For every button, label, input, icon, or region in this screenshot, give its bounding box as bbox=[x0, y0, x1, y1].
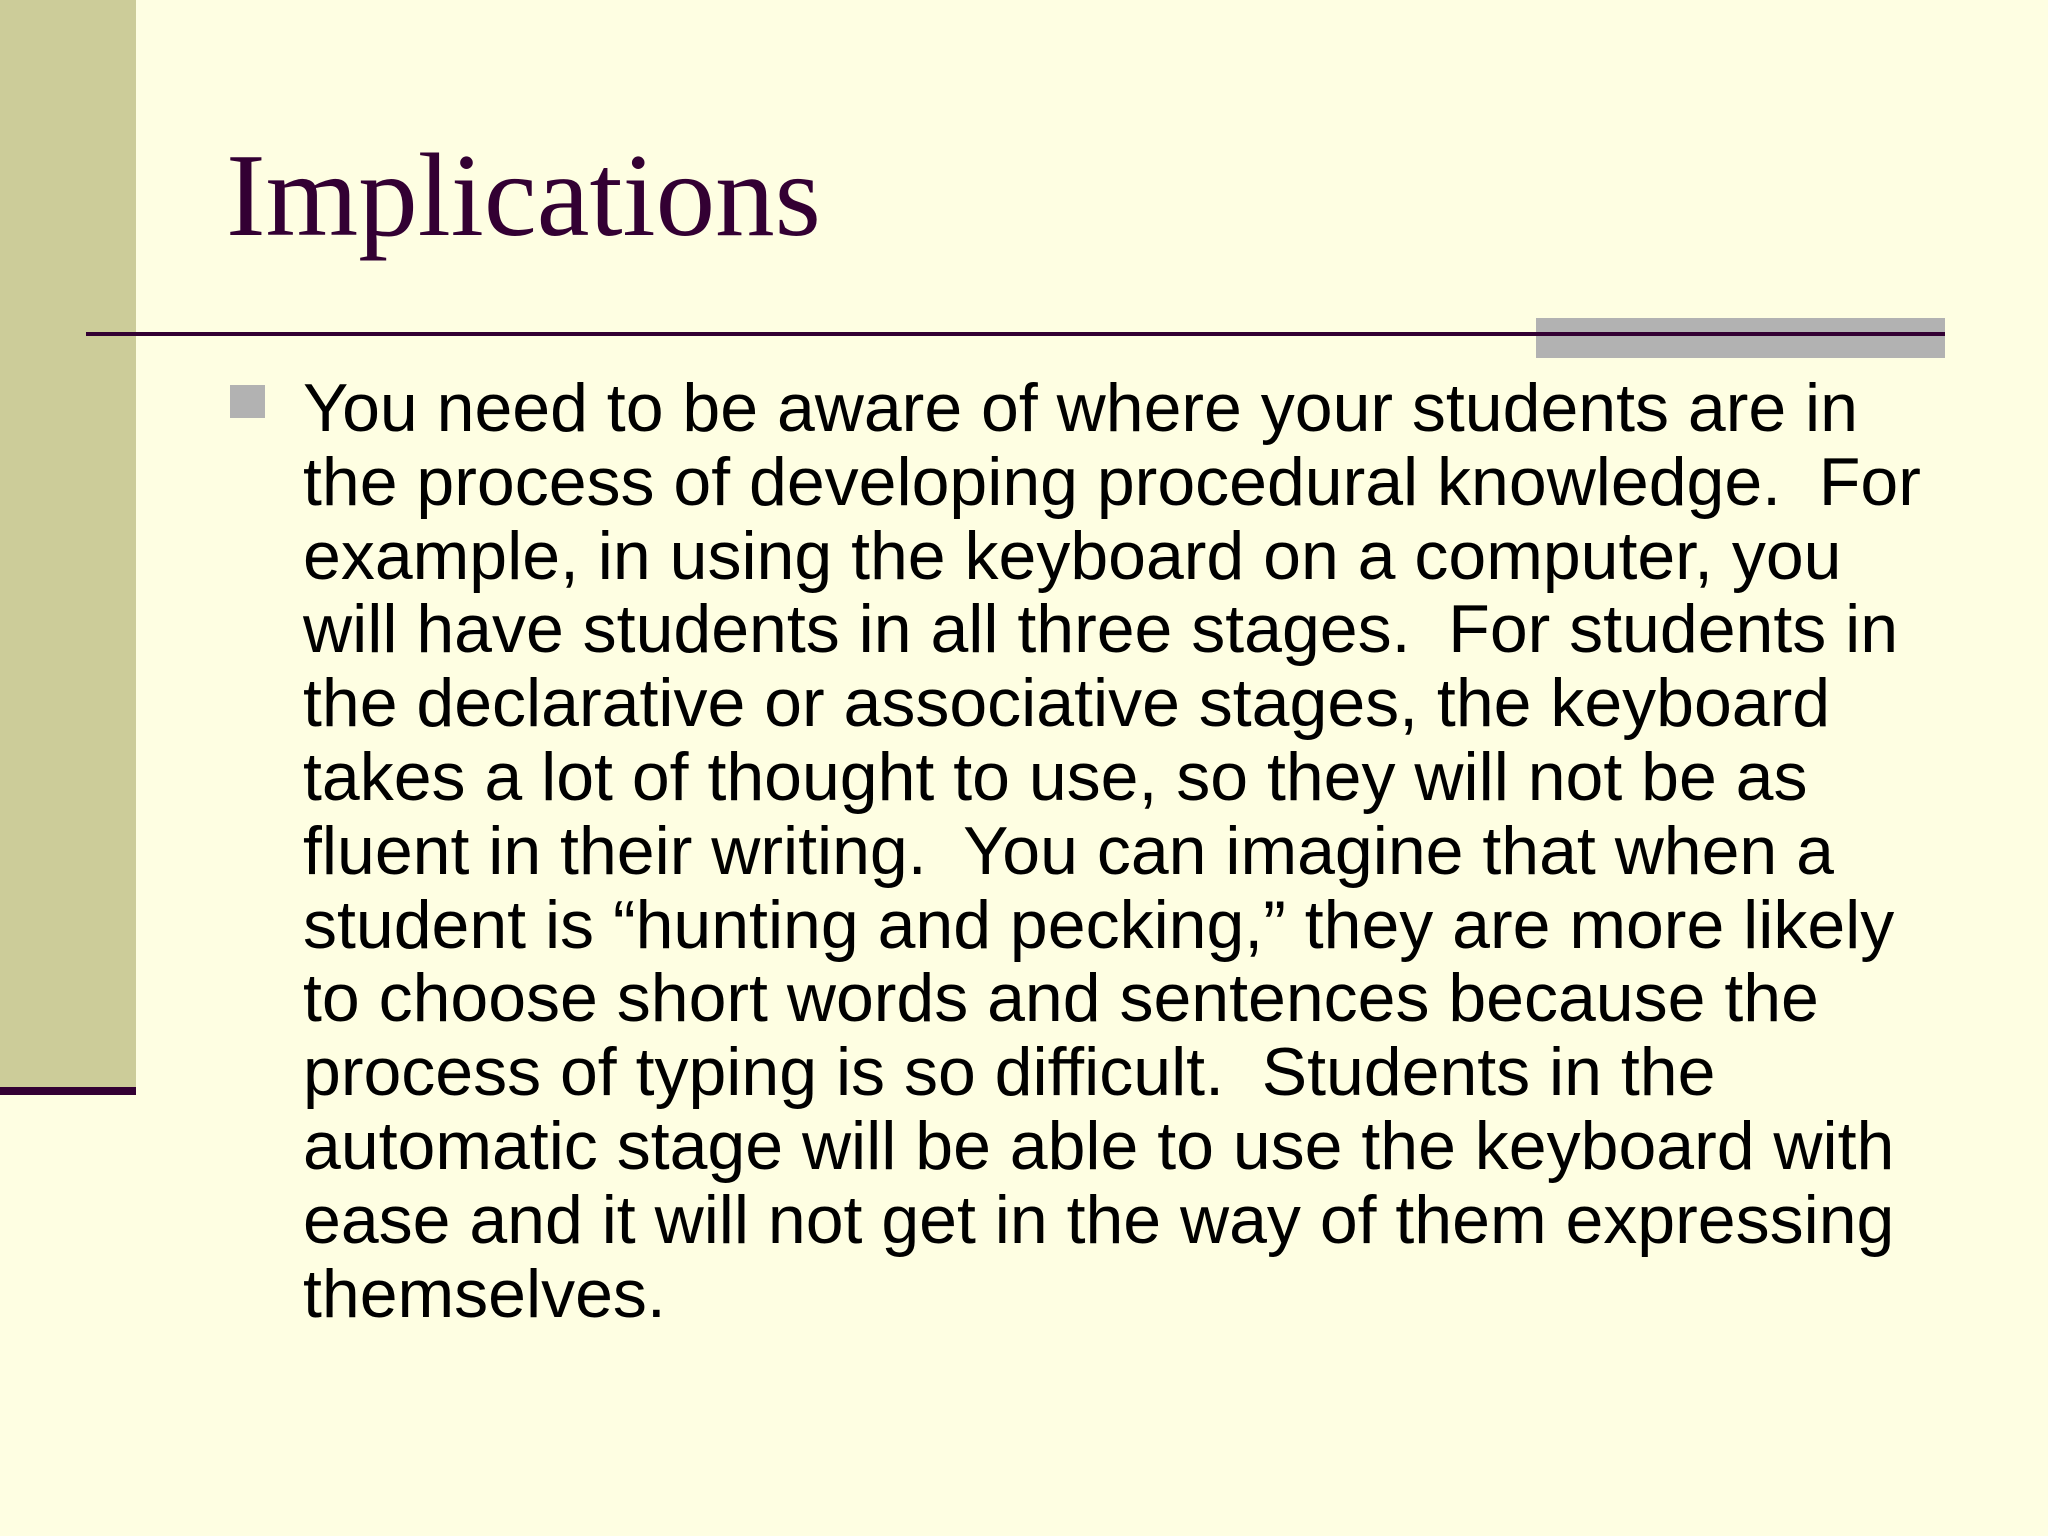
text-line: student is “hunting and pecking,” they are more likely bbox=[303, 886, 1895, 963]
title-accent-block bbox=[1536, 318, 1945, 358]
text-line: process of typing is so difficult. Students in the bbox=[303, 1034, 1716, 1111]
slide-title: Implications bbox=[226, 129, 821, 261]
text-line: themselves. bbox=[303, 1255, 666, 1332]
text-line: to choose short words and sentences because the bbox=[303, 960, 1819, 1037]
text-line: You need to be aware of where your students are in bbox=[303, 370, 1858, 446]
title-divider bbox=[86, 332, 1945, 336]
bullet-text bbox=[303, 372, 1921, 1331]
text-line: automatic stage will be able to use the keyboard with bbox=[303, 1107, 1895, 1184]
sidebar-bottom-rule bbox=[0, 1087, 136, 1095]
text-line: takes a lot of thought to use, so they will not be as bbox=[303, 738, 1808, 815]
square-bullet-icon bbox=[230, 385, 265, 418]
text-line: the process of developing procedural knowledge. For bbox=[303, 443, 1921, 520]
text-line: example, in using the keyboard on a computer, you bbox=[303, 517, 1842, 594]
text-line: fluent in their writing. You can imagine that when a bbox=[303, 812, 1834, 889]
text-line: the declarative or associative stages, the keyboard bbox=[303, 665, 1831, 742]
text-line: ease and it will not get in the way of them expressing bbox=[303, 1181, 1895, 1258]
left-sidebar-band bbox=[0, 0, 136, 1087]
text-line: will have students in all three stages. For students in bbox=[303, 591, 1899, 668]
